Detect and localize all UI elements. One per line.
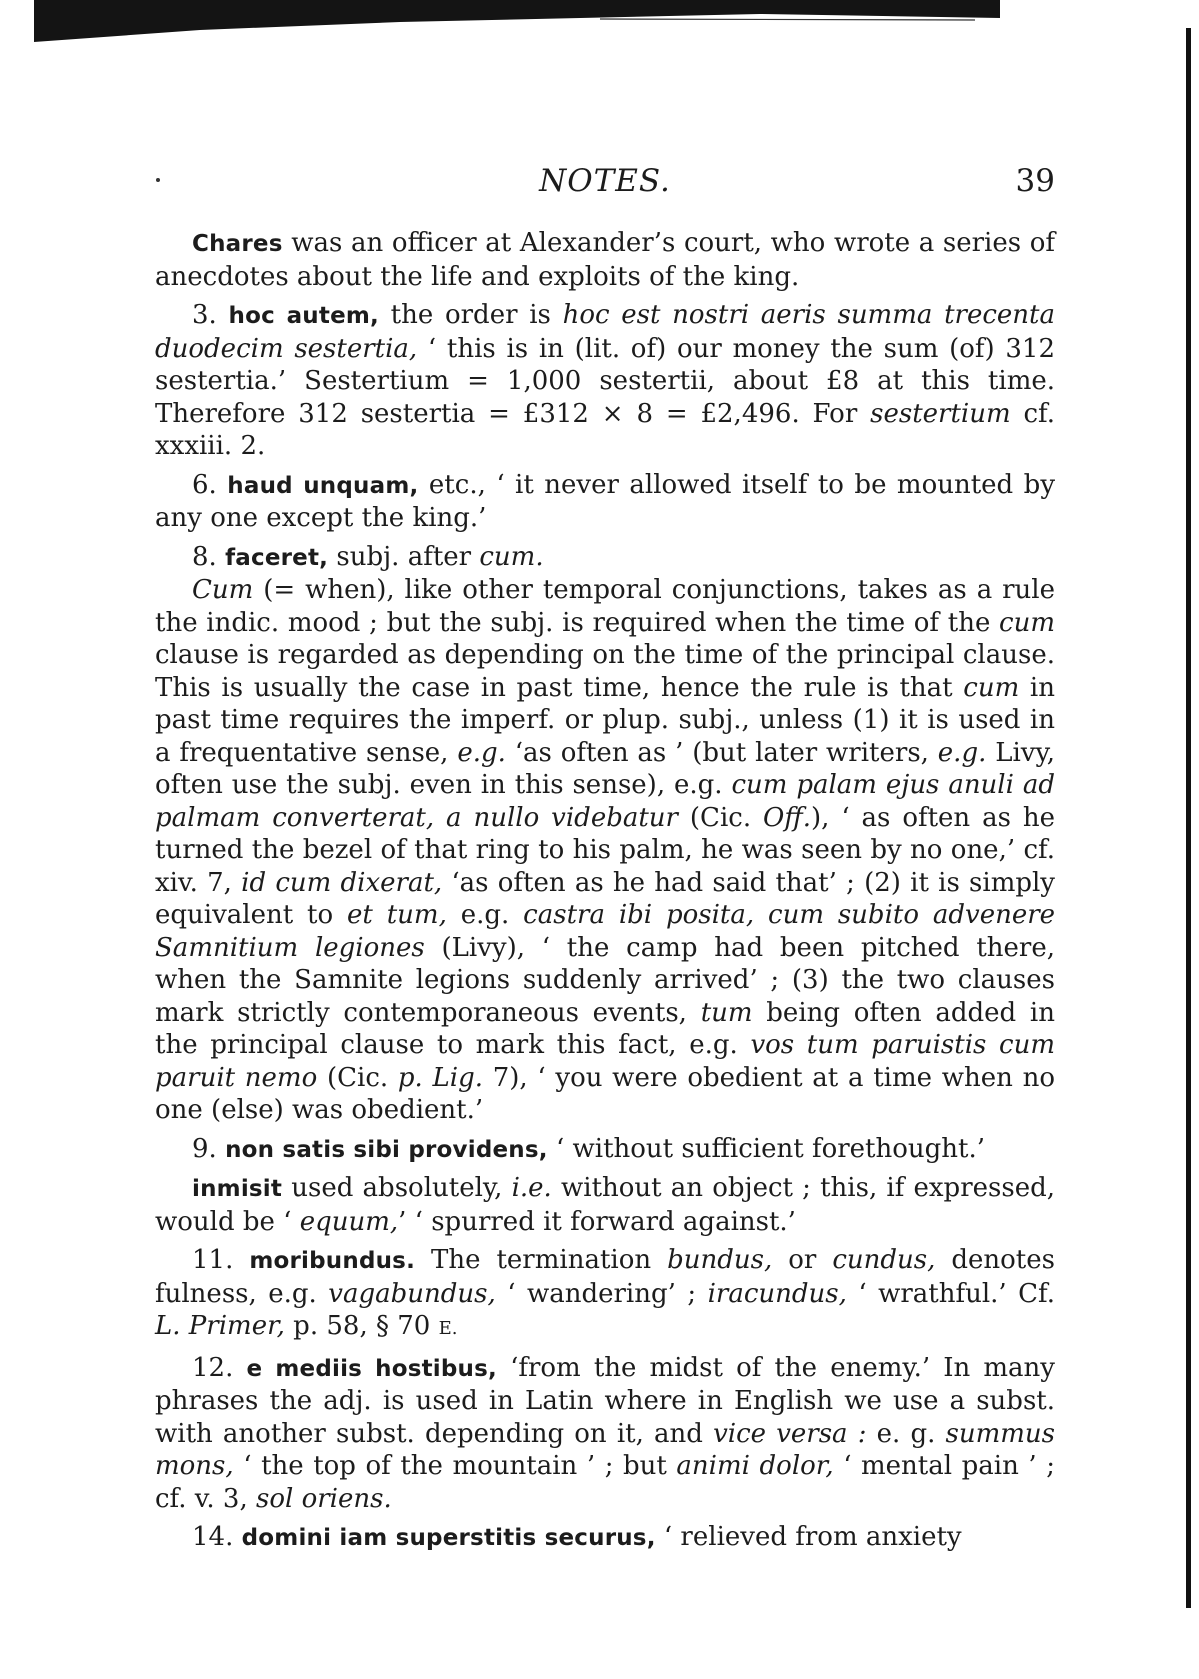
note-text: ‘ the top of the mountain ’ ; but	[233, 1451, 677, 1481]
note-6	[155, 469, 1055, 535]
note-text: cf. xxxiii. 2.	[155, 398, 1055, 461]
note-12	[155, 1352, 1055, 1516]
note-number: 14.	[192, 1522, 242, 1552]
running-title: NOTES.	[539, 163, 671, 199]
lemma: domini iam superstitis securus,	[241, 1525, 656, 1551]
note-text: clause is regarded as depending on the time of the principal clause. This is usually the case in past time, hence the rule is that	[155, 640, 1055, 703]
latin-phrase: vice versa :	[713, 1418, 867, 1449]
note-text: the order is	[378, 300, 563, 330]
page	[155, 165, 1055, 1561]
note-text: ‘ relieved from anxiety	[655, 1522, 962, 1552]
note-text: p. 58, § 70	[284, 1311, 439, 1341]
note-text: ‘from the midst of the enemy.’ In many phrases the adj. is used in Latin where in English we use a subst. with another subst. depending on it, and	[155, 1352, 1055, 1449]
note-number: 11.	[192, 1245, 250, 1275]
note-text: being often added in the principal clause to mark this fact, e.g.	[155, 997, 1055, 1060]
note-number: 6.	[192, 469, 228, 500]
latin-quote: id cum dixerat,	[241, 867, 443, 898]
latin-quote: summus mons,	[155, 1418, 1056, 1481]
note-text: ‘as often as ’ (but later writers,	[505, 737, 938, 768]
latin-word: sestertium	[870, 398, 1011, 429]
note-number: 3.	[192, 300, 229, 330]
note-inmisit	[155, 1172, 1055, 1238]
note-text: 7), ‘ you were obedient at a time when no one (else) was obedient.’	[155, 1062, 1055, 1125]
lemma: haud unquam,	[227, 472, 419, 499]
lemma: faceret,	[225, 544, 329, 571]
abbreviation: i.e.	[511, 1173, 552, 1203]
note-8	[155, 541, 1055, 575]
latin-quote: animi dolor,	[676, 1451, 834, 1481]
note-text: or	[772, 1245, 833, 1275]
latin-word: cum.	[479, 541, 544, 572]
note-text: denotes fulness, e.g.	[155, 1245, 1055, 1309]
note-text: subj. after	[328, 541, 480, 572]
note-text: was an officer at Alexander’s court, who wrote a series of anecdotes about the life and exploits of the king.	[155, 228, 1055, 292]
latin-word: vagabundus,	[328, 1278, 496, 1309]
lemma: hoc autem,	[228, 303, 379, 329]
abbreviation: e.g.	[937, 737, 987, 768]
latin-word: cum	[999, 607, 1055, 638]
note-text: ), ‘ as often as he turned the bezel of that ring to his palm, he was seen by no one,’ cf. xiv. 7,	[155, 802, 1055, 898]
latin-word: cum	[963, 672, 1020, 703]
note-text: e.g.	[446, 900, 524, 930]
latin-quote: cum palam ejus anuli ad palmam converterat, a nullo videbatur	[155, 770, 1055, 833]
citation: p. Lig.	[397, 1062, 483, 1093]
note-text: ‘as often as he had said that’ ; (2) it is simply equivalent to	[155, 867, 1055, 930]
lemma: non satis sibi providens,	[225, 1136, 548, 1163]
latin-word: iracundus,	[707, 1278, 847, 1309]
latin-word: Cum	[192, 575, 254, 605]
note-text: ‘ without sufficient forethought.’	[547, 1133, 986, 1164]
scan-edge-shadow	[0, 0, 1199, 48]
note-text: ‘ this is in (lit. of) our money the sum (of) 312 sestertia.’ Sestertium = 1,000 sestertii, about £8 at this time. Therefore 312 sestertia = £312 × 8 = £2,496. For	[155, 333, 1055, 429]
section-letter: E.	[438, 1318, 458, 1339]
note-text: (Cic.	[677, 802, 764, 833]
note-text: ‘ mental pain ’ ; cf. v. 3,	[155, 1451, 1055, 1514]
note-text: Livy, often use the subj. even in this sense), e.g.	[155, 737, 1055, 800]
citation: Off.	[763, 802, 812, 833]
note-text: (= when), like other temporal conjunctions, takes as a rule the indic. mood ; but the subj. is required when the time of the	[155, 575, 1055, 638]
lemma: e mediis hostibus,	[246, 1355, 497, 1382]
note-14	[155, 1521, 1055, 1555]
note-number: 9.	[192, 1133, 226, 1164]
latin-quote: hoc est nostri aeris summa trecenta duodecim sestertia,	[155, 300, 1055, 364]
note-number: 12.	[192, 1352, 247, 1383]
latin-quote: castra ibi posita, cum subito advenere Samnitium legiones	[155, 900, 1056, 963]
page-number: 39	[1015, 163, 1055, 199]
note-text: (Livy), ‘ the camp had been pitched there, when the Samnite legions suddenly arrived’ ; (3) the two clauses mark strictly contemporaneous events,	[155, 932, 1055, 1028]
note-text: in past time requires the imperf. or plup. subj., unless (1) it is used in a frequentative sense,	[155, 672, 1055, 768]
running-header	[155, 165, 1055, 221]
note-number: 8.	[192, 541, 226, 572]
note-11	[155, 1244, 1055, 1346]
latin-quote: et tum,	[347, 900, 447, 930]
note-text: used absolutely,	[282, 1173, 512, 1203]
latin-quote: sol oriens.	[256, 1483, 392, 1514]
note-text: e. g.	[866, 1418, 946, 1449]
latin-word: tum	[700, 997, 753, 1028]
citation: L. Primer,	[155, 1311, 285, 1341]
latin-word: cundus,	[832, 1245, 936, 1275]
note-text: ‘ wandering’ ;	[495, 1278, 708, 1309]
scan-edge-right	[1186, 28, 1191, 1608]
note-9	[155, 1133, 1055, 1167]
note-text: ’ ‘ spurred it forward against.’	[398, 1206, 796, 1237]
note-text: (Cic.	[317, 1062, 398, 1093]
note-chares	[155, 227, 1055, 293]
note-text: ‘ wrathful.’ Cf.	[846, 1278, 1055, 1309]
abbreviation: e.g.	[457, 737, 506, 768]
latin-quote: vos tum paruistis cum paruit nemo	[155, 1030, 1055, 1093]
note-text: etc., ‘ it never allowed itself to be mounted by any one except the king.’	[155, 469, 1056, 533]
note-text: The termination	[415, 1245, 668, 1275]
latin-word: bundus,	[667, 1245, 773, 1275]
lemma: moribundus.	[249, 1248, 416, 1274]
latin-word: equum,	[299, 1206, 399, 1237]
lemma: inmisit	[192, 1176, 283, 1202]
note-text: without an object ; this, if expressed, would be ‘	[155, 1173, 1055, 1237]
note-8-cum	[155, 574, 1055, 1127]
note-3	[155, 299, 1055, 463]
lemma: Chares	[192, 231, 283, 257]
